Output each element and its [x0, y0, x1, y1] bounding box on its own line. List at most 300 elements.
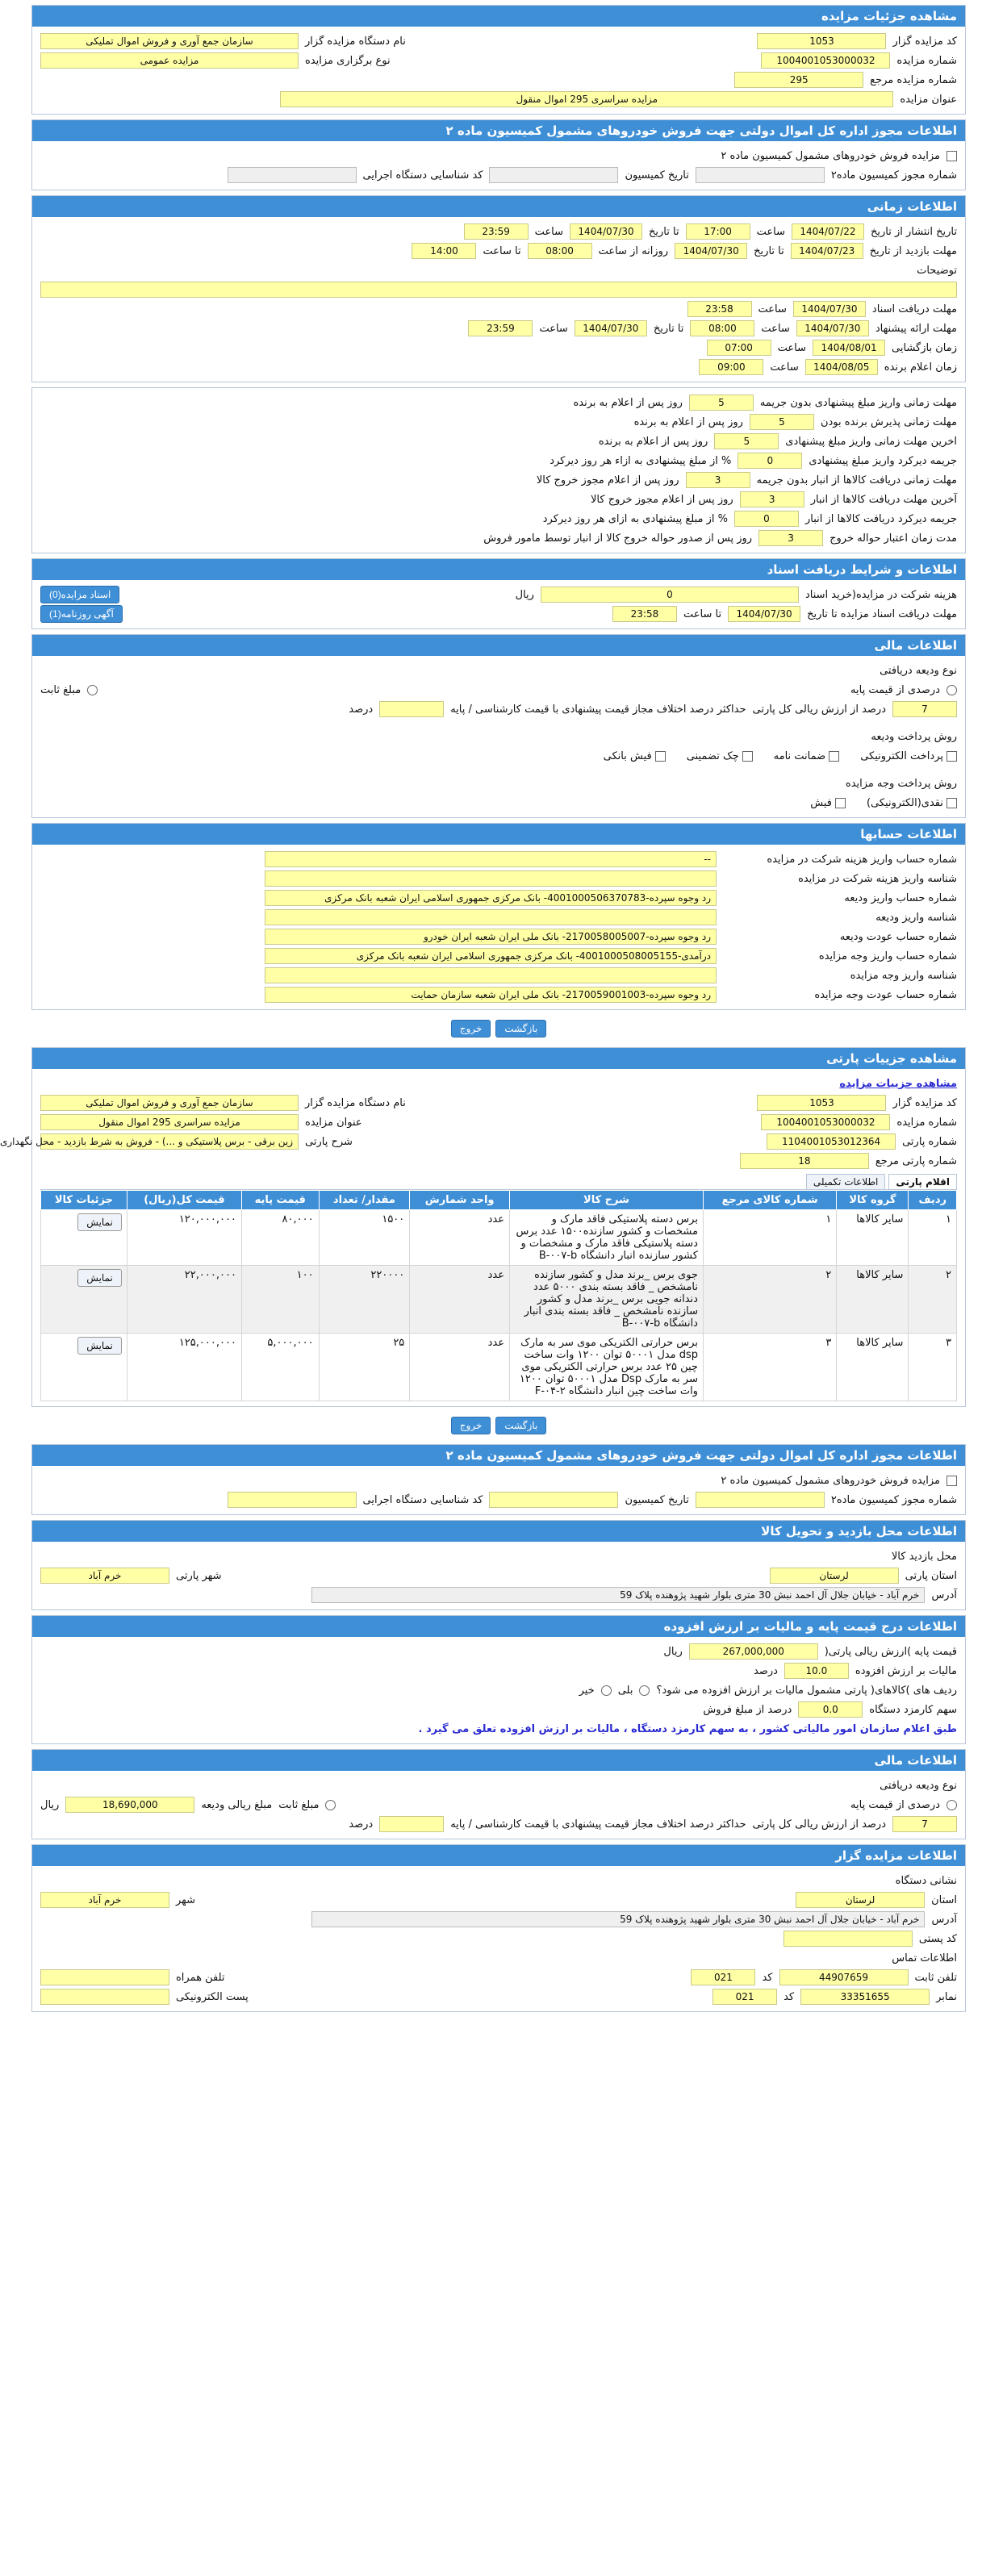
tab-items[interactable]: اقلام پارتی: [888, 1174, 957, 1189]
account-value: --: [265, 851, 717, 867]
account-row: [40, 946, 957, 966]
item-detail-cell[interactable]: [41, 1334, 127, 1401]
deposit-method-label: ضمانت نامه: [773, 749, 826, 762]
item-detail-cell[interactable]: [41, 1266, 127, 1334]
item-ref: ۱: [703, 1210, 836, 1266]
organizer-title: اطلاعات مزایده گزار: [32, 1845, 965, 1866]
permit2-commission-date-field[interactable]: [489, 1492, 618, 1508]
rule-unit: روز پس از صدور حواله خروج کالا از انبار توسط مامور فروش: [483, 532, 753, 545]
executive-id-field[interactable]: [228, 167, 357, 183]
time-info-panel: [31, 195, 966, 382]
visit-from: 1404/07/23: [791, 243, 863, 259]
time-label: ساعت: [756, 225, 785, 238]
vat-label: مالیات بر ارزش افزوده: [855, 1664, 957, 1677]
auction-details-panel: [31, 5, 966, 115]
org-name-value: سازمان جمع آوری و فروش اموال تملیکی: [40, 33, 299, 49]
place-label: محل بازدید کالا: [891, 1550, 957, 1563]
account-row: [40, 927, 957, 946]
rule-row: [40, 509, 957, 528]
item-qty: ۱۵۰۰: [319, 1210, 410, 1266]
account-label: شماره حساب واریز ودیعه: [844, 891, 957, 904]
auction-number-row: [40, 51, 957, 70]
base-label: قیمت پایه )ارزش ریالی پارتی(: [824, 1645, 957, 1658]
items-header-cell: قیمت پایه: [241, 1191, 319, 1210]
max-diff2-unit: درصد: [349, 1818, 374, 1831]
permit-number-label: شماره مجوز کمیسیون ماده۲: [830, 169, 957, 182]
item-desc: جوی برس _برند مدل و کشور سازنده نامشخص _ فاقد بسته بندی ۵۰۰۰ عدد دندانه جویی برس _برند مدل و کشور سازنده نامشخص _ فاقد بسته بندی انبار دانشگاه B-۰۰۷-b: [509, 1266, 703, 1334]
account-label: شناسه واریز وجه مزایده: [850, 969, 957, 982]
publish-time-to: 23:59: [464, 223, 529, 240]
item-group: سایر کالاها: [837, 1210, 909, 1266]
fixed2-radio[interactable]: [325, 1800, 336, 1810]
permit-number-field[interactable]: [696, 167, 825, 183]
party-title: مشاهده جزییات پارتی: [32, 1048, 965, 1069]
rule-label: مهلت زمانی پذیرش برنده بودن: [820, 415, 957, 428]
yes-label: بلی: [617, 1684, 633, 1697]
open-date: 1404/08/01: [813, 340, 885, 356]
rule-label: آخرین مهلت دریافت کالاها از انبار: [810, 493, 957, 506]
doc-panel: [31, 558, 966, 629]
percent-label: درصدی از قیمت پایه: [850, 683, 940, 696]
doc-label: مهلت دریافت اسناد: [871, 303, 957, 315]
doc-date: 1404/07/30: [793, 301, 866, 317]
rule-unit: روز پس از اعلام مجوز خروج کالا: [536, 474, 679, 486]
offer-from: 1404/07/30: [796, 320, 869, 336]
account-row: [40, 888, 957, 908]
party-org: سازمان جمع آوری و فروش اموال تملیکی: [40, 1095, 299, 1111]
contact-section: اطلاعات تماس: [892, 1952, 957, 1964]
deposit-method-checkbox[interactable]: [655, 751, 666, 762]
account-value: درآمدی-4001000508005155- بانک مرکزی جمهوری اسلامی ایران شعبه بانک مرکزی: [265, 948, 717, 964]
deposit-method-option[interactable]: [604, 750, 666, 762]
rule-unit: % از مبلغ پیشنهادی به ازاء هر روز دیرکرد: [550, 454, 732, 467]
items-header-cell: جزئیات کالا: [41, 1191, 127, 1210]
permit2-title: اطلاعات مجوز اداره کل اموال دولتی جهت فروش خودروهای مشمول کمیسیون ماده ۲: [32, 1445, 965, 1466]
permit2-executive-id-label: کد شناسایی دستگاه اجرایی: [362, 1493, 483, 1506]
party-number-label: شماره مزایده: [896, 1116, 957, 1129]
permit2-commission-date-label: تاریخ کمیسیون: [625, 1493, 689, 1506]
commission-date-field[interactable]: [489, 167, 618, 183]
time-label: ساعت: [534, 225, 564, 238]
fixed2-label: مبلغ ثابت: [278, 1798, 320, 1811]
account-value: [265, 967, 717, 983]
city-label: شهر پارتی: [176, 1569, 222, 1582]
rule-row: [40, 412, 957, 432]
rule-label: مدت زمان اعتبار حواله خروج: [829, 532, 957, 545]
financial2-panel: [31, 1749, 966, 1839]
org-name-label: نام دستگاه مزایده گزار: [305, 35, 406, 48]
accounts-panel: [31, 823, 966, 1010]
item-total: ۲۲,۰۰۰,۰۰۰: [127, 1266, 241, 1334]
rules-panel: [31, 387, 966, 553]
desc-field: [40, 282, 957, 298]
item-price: ۸۰,۰۰۰: [241, 1210, 319, 1266]
items-header-cell: ردیف: [909, 1191, 957, 1210]
time-label: ساعت: [758, 303, 787, 315]
org-province: لرستان: [796, 1892, 925, 1908]
payment-method-checkbox[interactable]: [946, 798, 957, 808]
rule-value: 5: [689, 395, 754, 411]
mobile-value: [40, 1969, 169, 1985]
account-value: [265, 870, 717, 887]
auction-subject-row: [40, 90, 957, 109]
items-header-cell: گروه کالا: [837, 1191, 909, 1210]
deposit-method-option[interactable]: [860, 750, 957, 762]
account-label: شناسه واریز ودیعه: [875, 911, 957, 924]
publish-to: 1404/07/30: [570, 223, 642, 240]
rule-row: [40, 470, 957, 490]
auction-subject-label: عنوان مزایده: [900, 93, 957, 106]
email-value: [40, 1989, 169, 2005]
permit-title: اطلاعات مجوز اداره کل اموال دولتی جهت فروش خودروهای مشمول کمیسیون ماده ۲: [32, 120, 965, 141]
rule-row: [40, 393, 957, 412]
phone-code: 021: [691, 1969, 755, 1985]
party-desc-label: شرح پارتی: [305, 1135, 353, 1148]
email-label: پست الکترونیکی: [176, 1990, 249, 2003]
fax-label: نمابر: [936, 1990, 957, 2003]
tab-extra[interactable]: اطلاعات تکمیلی: [806, 1174, 885, 1189]
no-radio[interactable]: [601, 1685, 612, 1696]
max-diff-value: [379, 701, 444, 717]
account-row: [40, 869, 957, 888]
time-info-title: اطلاعات زمانی: [32, 196, 965, 217]
financial-panel: [31, 634, 966, 818]
time-label: ساعت: [777, 341, 807, 354]
percent2-unit: درصد از ارزش ریالی کل پارتی: [752, 1818, 886, 1831]
items-header-cell: شماره کالای مرجع: [703, 1191, 836, 1210]
party-org-label: نام دستگاه مزایده گزار: [305, 1096, 406, 1109]
fee-value: 0: [541, 587, 799, 603]
back-button[interactable]: بازگشت: [495, 1020, 546, 1037]
items-table: [40, 1190, 957, 1401]
base-unit: ریال: [663, 1645, 683, 1658]
fee-unit: ریال: [515, 588, 534, 601]
item-price: ۱۰۰: [241, 1266, 319, 1334]
rule-row: [40, 451, 957, 470]
rule-label: جریمه دیرکرد دریافت کالاها از انبار: [805, 512, 957, 525]
deadline-time: 23:58: [612, 606, 677, 622]
payment-method-label: نقدی(الکترونیکی): [866, 796, 943, 809]
newspaper-ad-button[interactable]: آگهی روزنامه(1): [40, 605, 123, 623]
executive-id-label: کد شناسایی دستگاه اجرایی: [362, 169, 483, 182]
party-panel: [0, 1047, 966, 1407]
percent-value: 7: [892, 701, 957, 717]
price-tax-title: اطلاعات درج قیمت پایه و مالیات بر ارزش افزوده: [32, 1616, 965, 1637]
auction-number-value: 1004001053000032: [761, 52, 890, 69]
deposit-unit: ریال: [40, 1798, 60, 1811]
max-diff2-value: [379, 1816, 444, 1832]
exit-button[interactable]: خروج: [451, 1417, 491, 1434]
payment-method-checkbox[interactable]: [835, 798, 846, 808]
deadline-time-label: تا ساعت: [683, 607, 722, 620]
party-no: 1104001053012364: [767, 1134, 896, 1150]
deposit-type-label: نوع ودیعه دریافتی: [880, 664, 957, 677]
show-details-button[interactable]: نمایش: [77, 1213, 122, 1231]
rule-label: مهلت زمانی واریز مبلغ پیشنهادی بدون جریمه: [759, 396, 957, 409]
max-diff2-label: حداکثر درصد اختلاف مجاز قیمت پیشنهادی با قیمت کارشناسی / پایه: [450, 1818, 746, 1831]
org-address-label: آدرس: [931, 1913, 957, 1926]
item-group: سایر کالاها: [837, 1334, 909, 1401]
time-label: ساعت: [770, 361, 799, 374]
phone-code-label: کد: [762, 1971, 773, 1984]
party-code-label: کد مزایده گزار: [892, 1096, 957, 1109]
rule-value: 3: [758, 530, 823, 546]
back-button[interactable]: بازگشت: [495, 1417, 546, 1434]
permit-checkbox[interactable]: [946, 151, 957, 161]
visit-daily-to: 14:00: [412, 243, 476, 259]
deadline-label: مهلت دریافت اسناد مزایده تا تاریخ: [807, 607, 957, 620]
account-value: رد وجوه سپرده-2170058005007- بانک ملی ایران شعبه ایران خودرو: [265, 929, 717, 945]
tax-notice: طبق اعلام سازمان امور مالیاتی کشور ، به سهم کارمزد دستگاه ، مالیات بر ارزش افزوده تعلق می گیرد .: [418, 1722, 957, 1735]
permit-panel: [31, 119, 966, 190]
deposit-method-option[interactable]: [774, 750, 840, 762]
deposit2-type-label: نوع ودیعه دریافتی: [880, 1779, 957, 1792]
item-ref: ۳: [703, 1334, 836, 1401]
deposit-method-label: چک تضمینی: [686, 749, 739, 762]
item-idx: ۳: [909, 1334, 957, 1401]
payment-method-option[interactable]: [810, 797, 846, 809]
item-price: ۵,۰۰۰,۰۰۰: [241, 1334, 319, 1401]
city-value: خرم آباد: [40, 1568, 169, 1584]
account-label: شماره حساب عودت ودیعه: [839, 930, 957, 943]
items-header-cell: شرح کالا: [509, 1191, 703, 1210]
fee-share-unit: درصد از مبلغ فروش: [703, 1703, 792, 1716]
rule-value: 5: [714, 433, 779, 449]
party-desc: زین برقی - برس پلاستیکی و ...) - فروش به شرط بازدید - محل نگهداری: [40, 1134, 299, 1150]
phone-label: تلفن ثابت: [914, 1971, 957, 1984]
account-row: [40, 850, 957, 869]
permit2-executive-id-field[interactable]: [228, 1492, 357, 1508]
price-tax-panel: [31, 1615, 966, 1744]
deposit-method-option[interactable]: [687, 750, 753, 762]
item-detail-cell[interactable]: [41, 1210, 127, 1266]
publish-label: تاریخ انتشار از تاریخ: [870, 225, 957, 238]
winner-time: 09:00: [699, 359, 763, 375]
financial2-title: اطلاعات مالی: [32, 1750, 965, 1771]
visit-location-panel: [31, 1520, 966, 1610]
winner-label: زمان اعلام برنده: [884, 361, 957, 374]
rule-value: 3: [740, 491, 804, 507]
org-city-label: شهر: [176, 1893, 196, 1906]
party-tabs: [40, 1171, 957, 1190]
org-address-section: نشانی دستگاه: [895, 1874, 957, 1887]
mobile-label: تلفن همراه: [176, 1971, 225, 1984]
payment-methods-label: روش پرداخت وجه مزایده: [845, 777, 957, 790]
desc-label: توضیحات: [917, 264, 957, 277]
show-details-button[interactable]: نمایش: [77, 1337, 122, 1355]
percent2-radio[interactable]: [946, 1800, 957, 1810]
deposit-methods-label: روش پرداخت ودیعه: [871, 730, 957, 743]
deposit-amount: 18,690,000: [65, 1797, 194, 1813]
item-desc: برس حرارتی الکتریکی موی سر به مارک dsp مدل ۵۰۰۰۱ توان ۱۲۰۰ وات ساخت چین ۲۵ عدد برس حرارتی الکتریکی موی سر به مارک Dsp مدل ۵۰۰۰۱ توان ۱۲۰۰ وات ساخت چین انبار دانشگاه F-۰۴-۲: [509, 1334, 703, 1401]
organizer-panel: [31, 1844, 966, 2012]
show-details-button[interactable]: نمایش: [77, 1269, 122, 1287]
percent2-label: درصدی از قیمت پایه: [850, 1798, 940, 1811]
publish-time-from: 17:00: [686, 223, 750, 240]
winner-date: 1404/08/05: [805, 359, 878, 375]
time-label: ساعت: [761, 322, 790, 335]
party-no-label: شماره پارتی: [902, 1135, 957, 1148]
auction-type-label: نوع برگزاری مزایده: [305, 54, 391, 67]
deposit-method-label: فیش بانکی: [603, 749, 652, 762]
table-row: [41, 1210, 957, 1266]
org-province-label: استان: [931, 1893, 957, 1906]
offer-time-from: 08:00: [690, 320, 754, 336]
rule-label: مهلت زمانی دریافت کالاها از انبار بدون جریمه: [756, 474, 957, 486]
account-value: رد وجوه سپرده-2170059001003- بانک ملی ایران شعبه سازمان حمایت: [265, 987, 717, 1003]
vat-question: ردیف های )کالاهای( پارتی مشمول مالیات بر ارزش افزوده می شود؟: [656, 1684, 957, 1697]
offer-time-to: 23:59: [468, 320, 533, 336]
rule-value: 0: [738, 453, 802, 469]
account-value: رد وجوه سپرده-4001000506370783- بانک مرکزی جمهوری اسلامی ایران شعبه بانک مرکزی: [265, 890, 717, 906]
open-label: زمان بازگشایی: [892, 341, 957, 354]
permit-checkbox-label: مزایده فروش خودروهای مشمول کمیسیون ماده ۲: [721, 149, 940, 162]
party-ref-label: شماره پارتی مرجع: [875, 1154, 957, 1167]
auction-details-title: مشاهده جزئیات مزایده: [32, 6, 965, 27]
doc-title: اطلاعات و شرایط دریافت اسناد: [32, 559, 965, 580]
item-unit: عدد: [410, 1266, 510, 1334]
item-desc: برس دسته پلاستیکی فاقد مارک و مشخصات و کشور سازنده۱۵۰۰ عدد برس دسته پلاستیکی فاقد مارک و مشخصات و کشور سازنده انبار دانشگاه B-۰۰۷-b: [509, 1210, 703, 1266]
address-value: خرم آباد - خیابان جلال آل احمد نبش 30 متری بلوار شهید پژوهنده پلاک 59: [311, 1587, 925, 1603]
org-city: خرم آباد: [40, 1892, 169, 1908]
province-label: استان پارتی: [905, 1569, 957, 1582]
account-label: شماره حساب واریز هزینه شرکت در مزایده: [767, 853, 957, 866]
item-idx: ۱: [909, 1210, 957, 1266]
deposit-method-checkbox[interactable]: [829, 751, 839, 762]
auction-details-link[interactable]: مشاهده جزییات مزایده: [839, 1077, 957, 1090]
account-row: [40, 966, 957, 985]
fax-value: 33351655: [800, 1989, 930, 2005]
rule-unit: روز پس از اعلام به برنده: [633, 415, 743, 428]
visit-daily-from: 08:00: [528, 243, 592, 259]
auction-ref-value: 295: [734, 72, 863, 88]
offer-label: مهلت ارائه پیشنهاد: [875, 322, 957, 335]
rule-unit: % از مبلغ پیشنهادی به ازای هر روز دیرکرد: [542, 512, 728, 525]
auction-type-value: مزایده عمومی: [40, 52, 299, 69]
rule-unit: روز پس از اعلام به برنده: [598, 435, 708, 448]
account-row: [40, 908, 957, 927]
rule-row: [40, 490, 957, 509]
fixed-radio[interactable]: [87, 685, 98, 695]
deposit-amount-label: مبلغ ریالی ودیعه: [201, 1798, 273, 1811]
max-diff-unit: درصد: [349, 703, 374, 716]
to-date-label: تا تاریخ: [653, 322, 684, 335]
table-row: [41, 1266, 957, 1334]
accounts-title: اطلاعات حسابها: [32, 824, 965, 845]
percent-radio[interactable]: [946, 685, 957, 695]
fee-share-value: 0.0: [798, 1701, 863, 1718]
to-time-label: تا ساعت: [483, 244, 521, 257]
items-header-cell: واحد شمارش: [410, 1191, 510, 1210]
financial-title: اطلاعات مالی: [32, 635, 965, 656]
to-date-label: تا تاریخ: [649, 225, 679, 238]
province-value: لرستان: [770, 1568, 899, 1584]
item-total: ۱۲۰,۰۰۰,۰۰۰: [127, 1210, 241, 1266]
rule-value: 3: [686, 472, 750, 488]
permit2-checkbox[interactable]: [946, 1476, 957, 1486]
account-label: شماره حساب عودت وجه مزایده: [814, 988, 957, 1001]
no-label: خیر: [579, 1684, 595, 1697]
item-ref: ۲: [703, 1266, 836, 1334]
doc-time: 23:58: [687, 301, 752, 317]
payment-method-option[interactable]: [867, 797, 957, 809]
item-idx: ۲: [909, 1266, 957, 1334]
rule-value: 0: [734, 511, 799, 527]
items-header-cell: مقدار/ تعداد: [319, 1191, 410, 1210]
item-qty: ۲۲۰۰۰۰: [319, 1266, 410, 1334]
permit2-panel: [31, 1444, 966, 1515]
payment-method-label: فیش: [810, 796, 832, 809]
party-number: 1004001053000032: [761, 1114, 890, 1130]
rule-row: [40, 528, 957, 548]
table-row: [41, 1334, 957, 1401]
deposit-method-checkbox[interactable]: [742, 751, 753, 762]
fixed-label: مبلغ ثابت: [40, 683, 81, 696]
rule-label: جریمه دیرکرد واریز مبلغ پیشنهادی: [809, 454, 957, 467]
publish-from: 1404/07/22: [792, 223, 864, 240]
max-diff-label: حداکثر درصد اختلاف مجاز قیمت پیشنهادی با قیمت کارشناسی / پایه: [450, 703, 746, 716]
fax-code-label: کد: [784, 1990, 795, 2003]
daily-from-label: روزانه از ساعت: [598, 244, 669, 257]
percent2-value: 7: [892, 1816, 957, 1832]
account-label: شماره حساب واریز وجه مزایده: [818, 950, 957, 962]
fax-code: 021: [712, 1989, 777, 2005]
vat-value: 10.0: [784, 1663, 849, 1679]
party-ref: 18: [740, 1153, 869, 1169]
visit-location-title: اطلاعات محل بازدید و تحویل کالا: [32, 1521, 965, 1542]
party-subject-label: عنوان مزایده: [305, 1116, 362, 1129]
deposit-method-checkbox[interactable]: [946, 751, 957, 762]
exit-button[interactable]: خروج: [451, 1020, 491, 1037]
deposit-method-label: پرداخت الکترونیکی: [860, 749, 943, 762]
offer-to: 1404/07/30: [575, 320, 647, 336]
auction-ref-label: شماره مزایده مرجع: [870, 73, 957, 86]
docs-button[interactable]: اسناد مزایده(0): [40, 586, 119, 603]
item-group: سایر کالاها: [837, 1266, 909, 1334]
postal-label: کد پستی: [918, 1932, 957, 1945]
auction-code-value: 1053: [757, 33, 886, 49]
permit2-number-field[interactable]: [696, 1492, 825, 1508]
item-unit: عدد: [410, 1334, 510, 1401]
to-date-label: تا تاریخ: [754, 244, 784, 257]
commission-date-label: تاریخ کمیسیون: [625, 169, 689, 182]
rule-unit: روز پس از اعلام مجوز خروج کالا: [591, 493, 733, 506]
item-qty: ۲۵: [319, 1334, 410, 1401]
party-subject: مزایده سراسری 295 اموال منقول: [40, 1114, 299, 1130]
base-value: 267,000,000: [689, 1643, 818, 1660]
permit2-number-label: شماره مجوز کمیسیون ماده۲: [830, 1493, 957, 1506]
auction-code-row: [40, 31, 957, 51]
yes-radio[interactable]: [639, 1685, 650, 1696]
postal-value: [784, 1931, 913, 1947]
permit2-checkbox-label: مزایده فروش خودروهای مشمول کمیسیون ماده ۲: [721, 1474, 940, 1487]
rule-value: 5: [750, 414, 814, 430]
percent-unit: درصد از ارزش ریالی کل پارتی: [752, 703, 886, 716]
time-label: ساعت: [539, 322, 568, 335]
rule-label: اخرین مهلت زمانی واریز مبلغ پیشنهادی: [785, 435, 957, 448]
rule-row: [40, 432, 957, 451]
visit-to: 1404/07/30: [675, 243, 747, 259]
party-code: 1053: [757, 1095, 886, 1111]
address-label: آدرس: [931, 1589, 957, 1601]
open-time: 07:00: [707, 340, 771, 356]
org-address: خرم آباد - خیابان جلال آل احمد نبش 30 متری بلوار شهید پژوهنده پلاک 59: [311, 1911, 925, 1927]
rule-unit: روز پس از اعلام به برنده: [573, 396, 683, 409]
phone-value: 44907659: [779, 1969, 909, 1985]
account-label: شناسه واریز هزینه شرکت در مزایده: [798, 872, 957, 885]
account-value: [265, 909, 717, 925]
items-header-cell: قیمت کل(ریال): [127, 1191, 241, 1210]
